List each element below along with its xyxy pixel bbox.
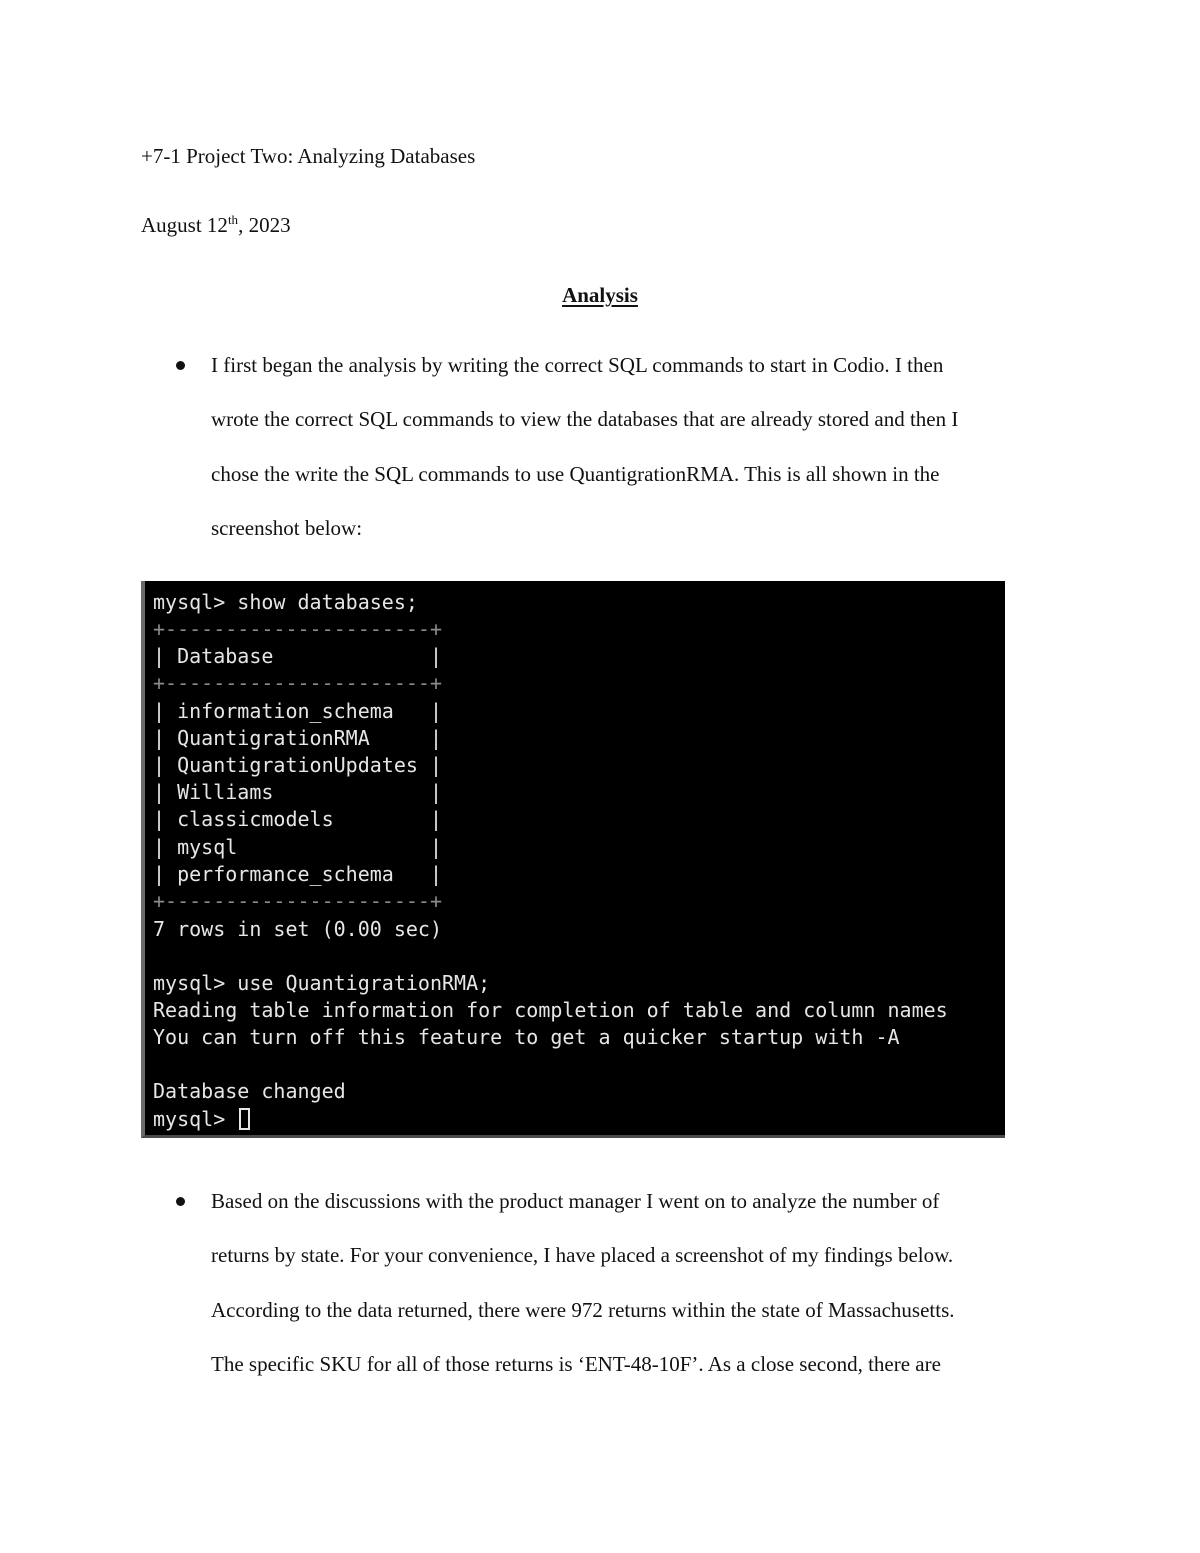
- terminal-table-row: | Williams |: [153, 780, 442, 804]
- document-title: +7-1 Project Two: Analyzing Databases: [141, 144, 476, 168]
- terminal-prompt-text: mysql>: [153, 1107, 238, 1131]
- terminal-prompt-current: [153, 1106, 250, 1133]
- section-heading: Analysis: [562, 283, 638, 307]
- terminal-table-row: | mysql |: [153, 835, 442, 859]
- terminal-info-line-1: Reading table information for completion of table and column names: [153, 998, 948, 1022]
- terminal-info-line-2: You can turn off this feature to get a quicker startup with -A: [153, 1025, 900, 1049]
- bullet-1-line-1: I first began the analysis by writing the correct SQL commands to start in Codio. I then: [211, 353, 944, 377]
- bullet-1-line-2: wrote the correct SQL commands to view the databases that are already stored and then I: [211, 407, 959, 431]
- date-prefix: August 12: [141, 213, 228, 237]
- terminal-database-changed: Database changed: [153, 1079, 346, 1103]
- bullet-2-line-1: Based on the discussions with the product manager I went on to analyze the number of: [211, 1189, 940, 1213]
- terminal-table-row: | QuantigrationUpdates |: [153, 753, 442, 777]
- terminal-table-header: | Database |: [153, 644, 442, 668]
- terminal-table-border-top: +----------------------+: [153, 617, 442, 641]
- bullet-2-line-3: According to the data returned, there were 972 returns within the state of Massachusetts.: [211, 1298, 955, 1322]
- date-suffix: , 2023: [238, 213, 291, 237]
- terminal-screenshot: [141, 581, 1005, 1138]
- bullet-2-marker: [176, 1197, 185, 1206]
- bullet-1-marker: [176, 361, 185, 370]
- terminal-prompt-show-databases: mysql> show databases;: [153, 590, 418, 614]
- document-date: [141, 211, 291, 239]
- terminal-table-row: | information_schema |: [153, 699, 442, 723]
- terminal-cursor-icon: [239, 1108, 250, 1130]
- terminal-table-row: | classicmodels |: [153, 807, 442, 831]
- terminal-prompt-use-db: mysql> use QuantigrationRMA;: [153, 971, 491, 995]
- terminal-rows-summary: 7 rows in set (0.00 sec): [153, 917, 442, 941]
- terminal-table-row: | performance_schema |: [153, 862, 442, 886]
- terminal-table-border-bottom: +----------------------+: [153, 889, 442, 913]
- date-superscript: th: [227, 212, 239, 227]
- bullet-1-line-3: chose the write the SQL commands to use QuantigrationRMA. This is all shown in the: [211, 462, 940, 486]
- bullet-2-line-4: The specific SKU for all of those returns is ‘ENT-48-10F’. As a close second, there are: [211, 1352, 941, 1376]
- bullet-1-line-4: screenshot below:: [211, 516, 363, 540]
- bullet-2-line-2: returns by state. For your convenience, I have placed a screenshot of my findings below.: [211, 1243, 954, 1267]
- terminal-table-row: | QuantigrationRMA |: [153, 726, 442, 750]
- terminal-table-border-mid: +----------------------+: [153, 671, 442, 695]
